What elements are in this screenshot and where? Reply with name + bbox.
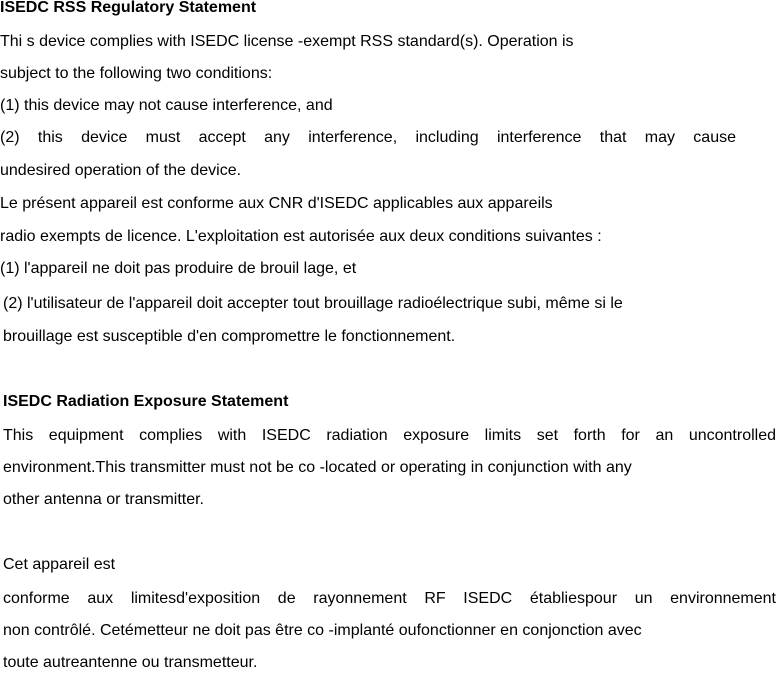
isedc-rss-fr-line-4: (2) l'utilisateur de l'appareil doit accepter tout brouillage radioélectrique subi, même si le [3, 295, 623, 312]
radiation-fr-line-4: toute autreantenne ou transmetteur. [3, 654, 258, 671]
radiation-fr-line-2: conforme aux limitesd'exposition de rayonnement RF ISEDC établiespour un environnement [3, 590, 776, 607]
radiation-fr-line-3: non contrôlé. Cetémetteur ne doit pas être co -implanté oufonctionner en conjonction avec [3, 622, 642, 639]
radiation-en-line-1: This equipment complies with ISEDC radiation exposure limits set forth for an uncontrolled [3, 427, 776, 444]
isedc-rss-en-line-4: (2) this device must accept any interference, including interference that may cause [0, 129, 736, 146]
radiation-en-line-2: environment.This transmitter must not be co -located or operating in conjunction with any [3, 459, 632, 476]
radiation-exposure-heading: ISEDC Radiation Exposure Statement [3, 393, 289, 410]
isedc-rss-fr-line-2: radio exempts de licence. L'exploitation est autorisée aux deux conditions suivantes : [0, 228, 602, 245]
isedc-rss-heading: ISEDC RSS Regulatory Statement [0, 0, 257, 16]
radiation-en-line-3: other antenna or transmitter. [3, 491, 204, 508]
isedc-rss-fr-line-5: brouillage est susceptible d'en compromettre le fonctionnement. [3, 328, 456, 345]
isedc-rss-fr-line-3: (1) l'appareil ne doit pas produire de brouil lage, et [0, 260, 357, 277]
radiation-fr-line-1: Cet appareil est [3, 556, 116, 573]
isedc-rss-fr-line-1: Le présent appareil est conforme aux CNR d'ISEDC applicables aux appareils [0, 195, 553, 212]
isedc-rss-en-line-2: subject to the following two conditions: [0, 65, 273, 82]
isedc-rss-en-line-3: (1) this device may not cause interference, and [0, 97, 333, 114]
isedc-rss-en-line-5: undesired operation of the device. [0, 162, 242, 179]
isedc-rss-en-line-1: Thi s device complies with ISEDC license -exempt RSS standard(s). Operation is [0, 33, 574, 50]
